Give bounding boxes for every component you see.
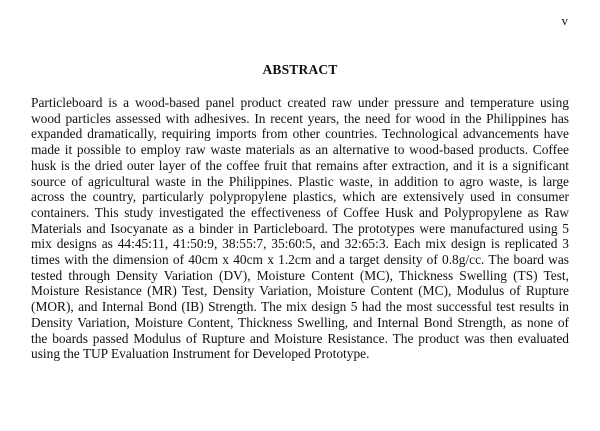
page-number: v <box>561 13 568 28</box>
abstract-heading: ABSTRACT <box>262 62 338 77</box>
abstract-paragraph: Particleboard is a wood-based panel product created raw under pressure and temperature using wood particles assessed with adhesives. In recent years, the need for wood in the Philippines has expanded dramatically, requiring imports from other countries. Technological advancements have made it possible to employ raw waste materials as an alternative to wood-based products. Coffee husk is the dried outer layer of the coffee fruit that remains after extraction, and it is a significant source of agricultural waste in the Philippines. Plastic waste, in addition to agro waste, is large across the country, particularly polypropylene plastics, which are extensively used in consumer containers. This study investigated the effectiveness of Coffee Husk and Polypropylene as Raw Materials and Isocyanate as a binder in Particleboard. The prototypes were manufactured using 5 mix designs as 44:45:11, 41:50:9, 38:55:7, 35:60:5, and 32:65:3. Each mix design is replicated 3 times with the dimension of 40cm x 40cm x 1.2cm and a target density of 0.8g/cc. The board was tested through Density Variation (DV), Moisture Content (MC), Thickness Swelling (TS) Test, Moisture Resistance (MR) Test, Density Variation, Moisture Content (MC), Modulus of Rupture (MOR), and Internal Bond (IB) Strength. The mix design 5 had the most successful test results in Density Variation, Moisture Content, Thickness Swelling, and Internal Bond Strength, as none of the boards passed Modulus of Rupture and Moisture Resistance. The product was then evaluated using the TUP Evaluation Instrument for Developed Prototype. <box>31 95 569 362</box>
